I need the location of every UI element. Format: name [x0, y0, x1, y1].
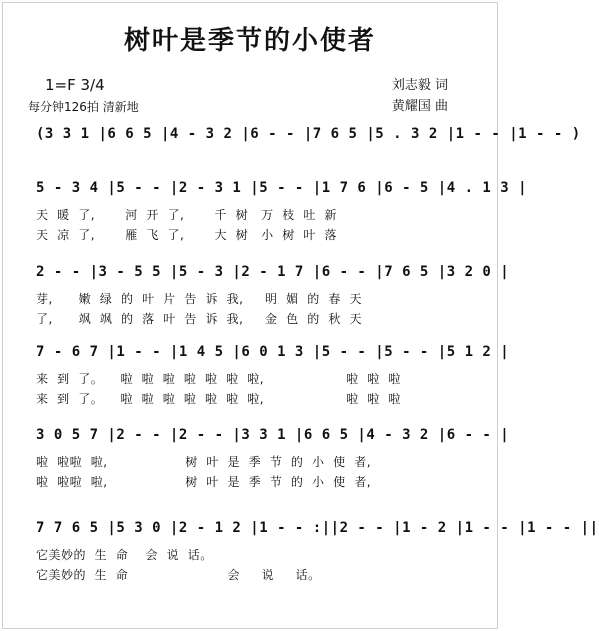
lyric-line-4-verse-2: 来 到 了。 啦 啦 啦 啦 啦 啦 啦, 啦 啦 啦 — [36, 392, 401, 406]
lyric-line-6-verse-2: 它美妙的 生 命 会 说 话。 — [36, 568, 321, 582]
notation-line-2: 5 - 3 4 |5 - - |2 - 3 1 |5 - - |1 7 6 |6 - 5 |4 . 1 3 | — [36, 180, 528, 196]
lyric-line-5-verse-2: 啦 啦啦 啦, 树 叶 是 季 节 的 小 使 者, — [36, 475, 372, 489]
notation-line-1: (3 3 1 |6 6 5 |4 - 3 2 |6 - - |7 6 5 |5 . 3 2 |1 - - |1 - - ) — [36, 126, 581, 142]
lyric-line-4-verse-1: 来 到 了。 啦 啦 啦 啦 啦 啦 啦, 啦 啦 啦 — [36, 372, 401, 386]
notation-line-5: 3 0 5 7 |2 - - |2 - - |3 3 1 |6 6 5 |4 - 3 2 |6 - - | — [36, 427, 510, 443]
notation-line-3: 2 - - |3 - 5 5 |5 - 3 |2 - 1 7 |6 - - |7 6 5 |3 2 0 | — [36, 264, 510, 280]
lyric-line-2-verse-1: 天 暖 了, 河 开 了, 千 树 万 枝 吐 新 — [36, 208, 338, 222]
key-signature: 1=F 3/4 — [45, 76, 105, 94]
song-title: 树叶是季节的小使者 — [123, 26, 376, 56]
notation-line-4: 7 - 6 7 |1 - - |1 4 5 |6 0 1 3 |5 - - |5 - - |5 1 2 | — [36, 344, 510, 360]
lyric-line-2-verse-2: 天 凉 了, 雁 飞 了, 大 树 小 树 叶 落 — [36, 228, 338, 242]
tempo-marking: 每分钟126拍 清新地 — [28, 100, 139, 114]
lyric-line-5-verse-1: 啦 啦啦 啦, 树 叶 是 季 节 的 小 使 者, — [36, 455, 372, 469]
composer-credit: 黄耀国 曲 — [391, 99, 448, 114]
lyricist-credit: 刘志毅 词 — [391, 78, 448, 93]
lyric-line-3-verse-1: 芽, 嫩 绿 的 叶 片 告 诉 我, 明 媚 的 春 天 — [36, 292, 363, 306]
lyric-line-3-verse-2: 了, 飒 飒 的 落 叶 告 诉 我, 金 色 的 秋 天 — [36, 312, 363, 326]
lyric-line-6-verse-1: 它美妙的 生 命 会 说 话。 — [36, 548, 213, 562]
notation-line-6: 7 7 6 5 |5 3 0 |2 - 1 2 |1 - - :||2 - - |1 - 2 |1 - - |1 - - || — [36, 520, 599, 536]
